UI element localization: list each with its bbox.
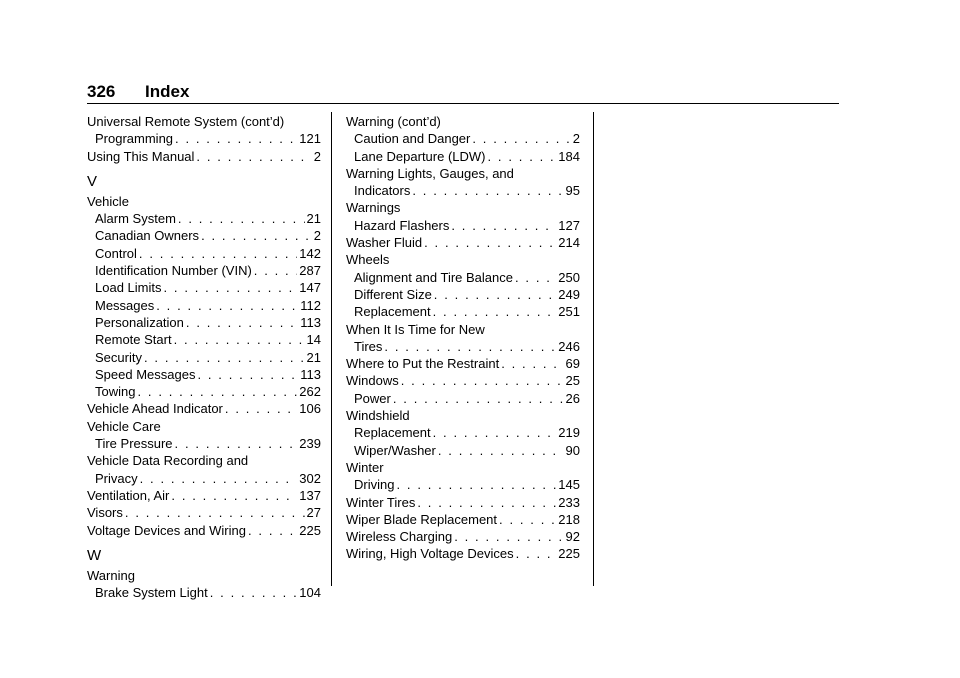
index-entry bbox=[346, 113, 580, 130]
entry-page-number: 251 bbox=[558, 304, 580, 320]
entry-page-number: 90 bbox=[565, 442, 580, 458]
index-entry bbox=[87, 487, 321, 504]
index-subentry bbox=[87, 470, 321, 487]
entry-page-number: 95 bbox=[565, 183, 580, 199]
index-subentry bbox=[346, 148, 580, 165]
index-subentry bbox=[87, 279, 321, 296]
header-rule bbox=[87, 103, 839, 104]
dot-leader bbox=[434, 286, 557, 303]
index-subentry bbox=[346, 338, 580, 355]
entry-label: Warning Lights, Gauges, and bbox=[346, 165, 514, 181]
index-entry bbox=[346, 165, 580, 182]
entry-page-number: 145 bbox=[558, 477, 580, 493]
entry-label: Alarm System bbox=[95, 211, 176, 227]
entry-label: Privacy bbox=[95, 470, 138, 486]
entry-label: Driving bbox=[354, 477, 395, 493]
entry-label: Wiper Blade Replacement bbox=[346, 511, 498, 527]
entry-page-number: 21 bbox=[306, 211, 321, 227]
entry-label: Alignment and Tire Balance bbox=[354, 269, 513, 285]
entry-page-number: 219 bbox=[558, 425, 580, 441]
column-divider bbox=[331, 112, 332, 586]
entry-page-number: 2 bbox=[572, 131, 580, 147]
entry-page-number: 113 bbox=[300, 314, 321, 330]
index-entry bbox=[87, 452, 321, 469]
index-entry bbox=[346, 321, 580, 338]
page-number: 326 bbox=[87, 82, 116, 101]
entry-page-number: 233 bbox=[558, 494, 580, 510]
entry-page-number: 214 bbox=[558, 235, 580, 251]
index-entry bbox=[346, 528, 580, 545]
dot-leader bbox=[393, 390, 564, 407]
index-entry bbox=[346, 407, 580, 424]
dot-leader bbox=[225, 400, 297, 417]
entry-label: Security bbox=[95, 349, 142, 365]
index-subentry bbox=[346, 424, 580, 441]
index-entry bbox=[87, 418, 321, 435]
index-entry bbox=[87, 400, 321, 417]
entry-label: Wiper/Washer bbox=[354, 442, 436, 458]
entry-page-number: 302 bbox=[299, 470, 321, 486]
entry-label: Wheels bbox=[346, 252, 390, 268]
dot-leader bbox=[488, 148, 557, 165]
dot-leader bbox=[248, 522, 297, 539]
entry-page-number: 106 bbox=[299, 401, 321, 417]
index-subentry bbox=[346, 390, 580, 407]
entry-page-number: 137 bbox=[299, 487, 321, 503]
dot-leader bbox=[515, 269, 556, 286]
dot-leader bbox=[417, 494, 556, 511]
entry-label: Hazard Flashers bbox=[354, 217, 450, 233]
index-entry bbox=[346, 251, 580, 268]
entry-label: Tire Pressure bbox=[95, 436, 173, 452]
dot-leader bbox=[174, 331, 305, 348]
index-entry bbox=[346, 494, 580, 511]
index-subentry bbox=[87, 383, 321, 400]
index-subentry bbox=[346, 269, 580, 286]
entry-label: Indicators bbox=[354, 183, 411, 199]
entry-label: Remote Start bbox=[95, 332, 172, 348]
entry-label: Where to Put the Restraint bbox=[346, 356, 500, 372]
entry-label: Different Size bbox=[354, 286, 432, 302]
page-header bbox=[87, 82, 839, 104]
entry-label: Vehicle Care bbox=[87, 418, 161, 434]
index-entry bbox=[87, 148, 321, 165]
entry-page-number: 69 bbox=[565, 356, 580, 372]
dot-leader bbox=[384, 338, 556, 355]
entry-label: Control bbox=[95, 245, 137, 261]
dot-leader bbox=[516, 545, 557, 562]
entry-page-number: 184 bbox=[558, 148, 580, 164]
entry-label: Towing bbox=[95, 384, 136, 400]
index-entry bbox=[87, 522, 321, 539]
dot-leader bbox=[472, 130, 570, 147]
dot-leader bbox=[499, 511, 556, 528]
entry-page-number: 2 bbox=[313, 148, 321, 164]
entry-page-number: 262 bbox=[299, 384, 321, 400]
entry-page-number: 147 bbox=[299, 280, 321, 296]
page-title: Index bbox=[145, 82, 190, 101]
entry-label: When It Is Time for New bbox=[346, 321, 485, 337]
index-subentry bbox=[87, 435, 321, 452]
entry-page-number: 2 bbox=[313, 228, 321, 244]
index-letter-heading: W bbox=[87, 546, 102, 564]
dot-leader bbox=[433, 303, 557, 320]
dot-leader bbox=[401, 372, 564, 389]
dot-leader bbox=[254, 262, 298, 279]
entry-label: Load Limits bbox=[95, 280, 162, 296]
entry-page-number: 246 bbox=[558, 338, 580, 354]
dot-leader bbox=[501, 355, 563, 372]
entry-label: Wiring, High Voltage Devices bbox=[346, 546, 514, 562]
dot-leader bbox=[139, 245, 297, 262]
index-subentry bbox=[346, 182, 580, 199]
index-subentry bbox=[87, 349, 321, 366]
entry-label: Canadian Owners bbox=[95, 228, 200, 244]
dot-leader bbox=[156, 297, 298, 314]
dot-leader bbox=[137, 383, 297, 400]
dot-leader bbox=[424, 234, 556, 251]
index-subentry bbox=[346, 286, 580, 303]
entry-label: Ventilation, Air bbox=[87, 487, 170, 503]
entry-label: Lane Departure (LDW) bbox=[354, 148, 486, 164]
entry-label: Identification Number (VIN) bbox=[95, 263, 252, 279]
dot-leader bbox=[433, 424, 557, 441]
entry-label: Vehicle Ahead Indicator bbox=[87, 401, 223, 417]
entry-page-number: 127 bbox=[558, 217, 580, 233]
index-subentry bbox=[87, 584, 321, 601]
dot-leader bbox=[175, 435, 298, 452]
entry-page-number: 25 bbox=[565, 373, 580, 389]
dot-leader bbox=[201, 227, 312, 244]
entry-label: Vehicle Data Recording and bbox=[87, 453, 249, 469]
entry-page-number: 112 bbox=[300, 297, 321, 313]
entry-page-number: 218 bbox=[558, 511, 580, 527]
entry-label: Brake System Light bbox=[95, 585, 208, 601]
index-subentry bbox=[87, 331, 321, 348]
dot-leader bbox=[454, 528, 563, 545]
dot-leader bbox=[438, 442, 564, 459]
entry-label: Wireless Charging bbox=[346, 529, 453, 545]
dot-leader bbox=[412, 182, 563, 199]
entry-page-number: 104 bbox=[299, 585, 321, 601]
entry-label: Voltage Devices and Wiring bbox=[87, 522, 246, 538]
index-subentry bbox=[346, 476, 580, 493]
entry-page-number: 21 bbox=[306, 349, 321, 365]
entry-page-number: 92 bbox=[565, 529, 580, 545]
entry-page-number: 26 bbox=[565, 390, 580, 406]
entry-label: Winter Tires bbox=[346, 494, 416, 510]
index-entry bbox=[346, 199, 580, 216]
entry-label: Personalization bbox=[95, 314, 184, 330]
entry-label: Windows bbox=[346, 373, 399, 389]
index-entry bbox=[87, 193, 321, 210]
entry-page-number: 113 bbox=[300, 366, 321, 382]
entry-page-number: 121 bbox=[299, 131, 321, 147]
index-subentry bbox=[87, 314, 321, 331]
entry-label: Tires bbox=[354, 338, 383, 354]
entry-label: Universal Remote System (cont’d) bbox=[87, 114, 285, 129]
index-entry bbox=[346, 545, 580, 562]
entry-page-number: 250 bbox=[558, 269, 580, 285]
index-entry bbox=[87, 113, 321, 130]
index-letter-heading: V bbox=[87, 172, 98, 190]
entry-page-number: 239 bbox=[299, 436, 321, 452]
dot-leader bbox=[197, 366, 298, 383]
index-subentry bbox=[87, 366, 321, 383]
index-entry bbox=[87, 504, 321, 521]
entry-label: Warning (cont’d) bbox=[346, 114, 441, 129]
entry-label: Visors bbox=[87, 505, 123, 521]
dot-leader bbox=[396, 476, 556, 493]
index-entry bbox=[346, 234, 580, 251]
index-subentry bbox=[87, 262, 321, 279]
entry-page-number: 287 bbox=[299, 263, 321, 279]
entry-page-number: 225 bbox=[299, 522, 321, 538]
index-subentry bbox=[346, 303, 580, 320]
entry-label: Warnings bbox=[346, 200, 401, 216]
entry-page-number: 142 bbox=[299, 245, 321, 261]
dot-leader bbox=[451, 217, 556, 234]
entry-label: Windshield bbox=[346, 408, 410, 424]
entry-page-number: 14 bbox=[306, 332, 321, 348]
entry-label: Replacement bbox=[354, 304, 431, 320]
entry-label: Washer Fluid bbox=[346, 235, 423, 251]
index-subentry bbox=[346, 130, 580, 147]
entry-page-number: 27 bbox=[306, 505, 321, 521]
entry-page-number: 225 bbox=[558, 546, 580, 562]
dot-leader bbox=[186, 314, 298, 331]
dot-leader bbox=[163, 279, 297, 296]
dot-leader bbox=[140, 470, 298, 487]
entry-label: Warning bbox=[87, 567, 135, 583]
column-divider bbox=[593, 112, 594, 586]
dot-leader bbox=[125, 504, 305, 521]
index-subentry bbox=[87, 130, 321, 147]
entry-label: Using This Manual bbox=[87, 148, 195, 164]
entry-label: Winter bbox=[346, 459, 384, 475]
entry-label: Power bbox=[354, 390, 391, 406]
index-entry bbox=[346, 372, 580, 389]
dot-leader bbox=[144, 349, 305, 366]
entry-label: Caution and Danger bbox=[354, 131, 471, 147]
entry-label: Speed Messages bbox=[95, 366, 196, 382]
index-subentry bbox=[87, 297, 321, 314]
dot-leader bbox=[196, 148, 311, 165]
entry-label: Messages bbox=[95, 297, 155, 313]
index-subentry bbox=[87, 245, 321, 262]
index-entry bbox=[346, 459, 580, 476]
entry-label: Replacement bbox=[354, 425, 431, 441]
dot-leader bbox=[171, 487, 297, 504]
index-entry bbox=[346, 355, 580, 372]
dot-leader bbox=[178, 210, 305, 227]
index-subentry bbox=[346, 442, 580, 459]
dot-leader bbox=[210, 584, 298, 601]
index-entry bbox=[87, 567, 321, 584]
dot-leader bbox=[175, 130, 297, 147]
entry-label: Programming bbox=[95, 131, 174, 147]
entry-label: Vehicle bbox=[87, 193, 129, 209]
index-column-2 bbox=[346, 113, 580, 563]
index-column-1 bbox=[87, 113, 321, 601]
index-subentry bbox=[87, 227, 321, 244]
index-subentry bbox=[87, 210, 321, 227]
index-subentry bbox=[346, 217, 580, 234]
index-entry bbox=[346, 511, 580, 528]
entry-page-number: 249 bbox=[558, 286, 580, 302]
